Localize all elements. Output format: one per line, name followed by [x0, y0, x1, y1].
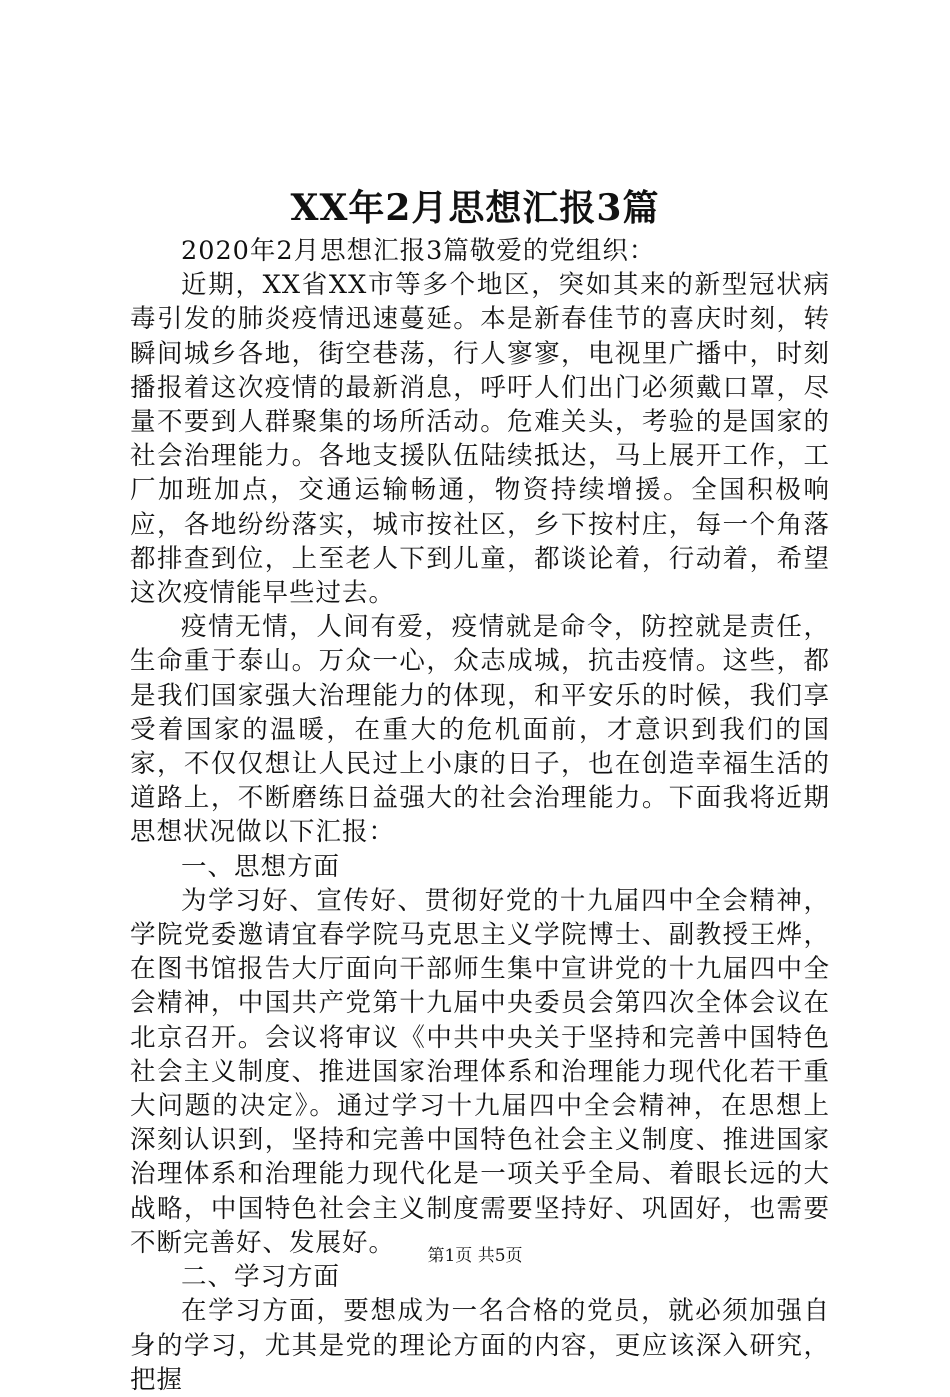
section-heading: 一、思想方面 [181, 851, 341, 882]
body-paragraph: 近期，XX省XX市等多个地区，突如其来的新型冠状病毒引发的肺炎疫情迅速蔓延。本是新春佳节的喜庆时刻，转瞬间城乡各地，街空巷荡，行人寥寥，电视里广播中，时刻播报着这次疫情的最新消息，呼吁人们出门必须戴口罩，尽量不要到人群聚集的场所活动。危难关头，考验的是国家的社会治理能力。各地支援队伍陆续抵达，马上展开工作，工厂加班加点，交通运输畅通，物资持续增援。全国积极响应，各地纷纷落实，城市按社区，乡下按村庄，每一个角落都排查到位，上至老人下到儿童，都谈论着，行动着，希望这次疫情能早些过去。 [130, 270, 830, 609]
body-paragraph: 在学习方面，要想成为一名合格的党员，就必须加强自身的学习，尤其是党的理论方面的内容，更应该深入研究，把握 [130, 1296, 830, 1395]
page-number-footer: 第1页 共5页 [427, 1246, 523, 1266]
section-heading: 二、学习方面 [181, 1262, 341, 1293]
salutation-paragraph: 2020年2月思想汇报3篇敬爱的党组织： [181, 236, 656, 266]
body-paragraph: 疫情无情，人间有爱，疫情就是命令，防控就是责任，生命重于泰山。万众一心，众志成城，抗击疫情。这些，都是我们国家强大治理能力的体现，和平安乐的时候，我们享受着国家的温暖，在重大的危机面前，才意识到我们的国家，不仅仅想让人民过上小康的日子，也在创造幸福生活的道路上，不断磨练日益强大的社会治理能力。下面我将近期思想状况做以下汇报： [130, 612, 830, 848]
document-body [130, 234, 830, 1397]
body-paragraph: 为学习好、宣传好、贯彻好党的十九届四中全会精神，学院党委邀请宜春学院马克思主义学院博士、副教授王烨，在图书馆报告大厅面向干部师生集中宣讲党的十九届四中全会精神，中国共产党第十九届中央委员会第四次全体会议在北京召开。会议将审议《中共中央关于坚持和完善中国特色社会主义制度、推进国家治理体系和治理能力现代化若干重大问题的决定》。通过学习十九届四中全会精神，在思想上深刻认识到，坚持和完善中国特色社会主义制度、推进国家治理体系和治理能力现代化是一项关乎全局、着眼长远的大战略，中国特色社会主义制度需要坚持好、巩固好，也需要不断完善好、发展好。 [130, 885, 830, 1258]
document-title: XX年2月思想汇报3篇 [290, 187, 660, 229]
